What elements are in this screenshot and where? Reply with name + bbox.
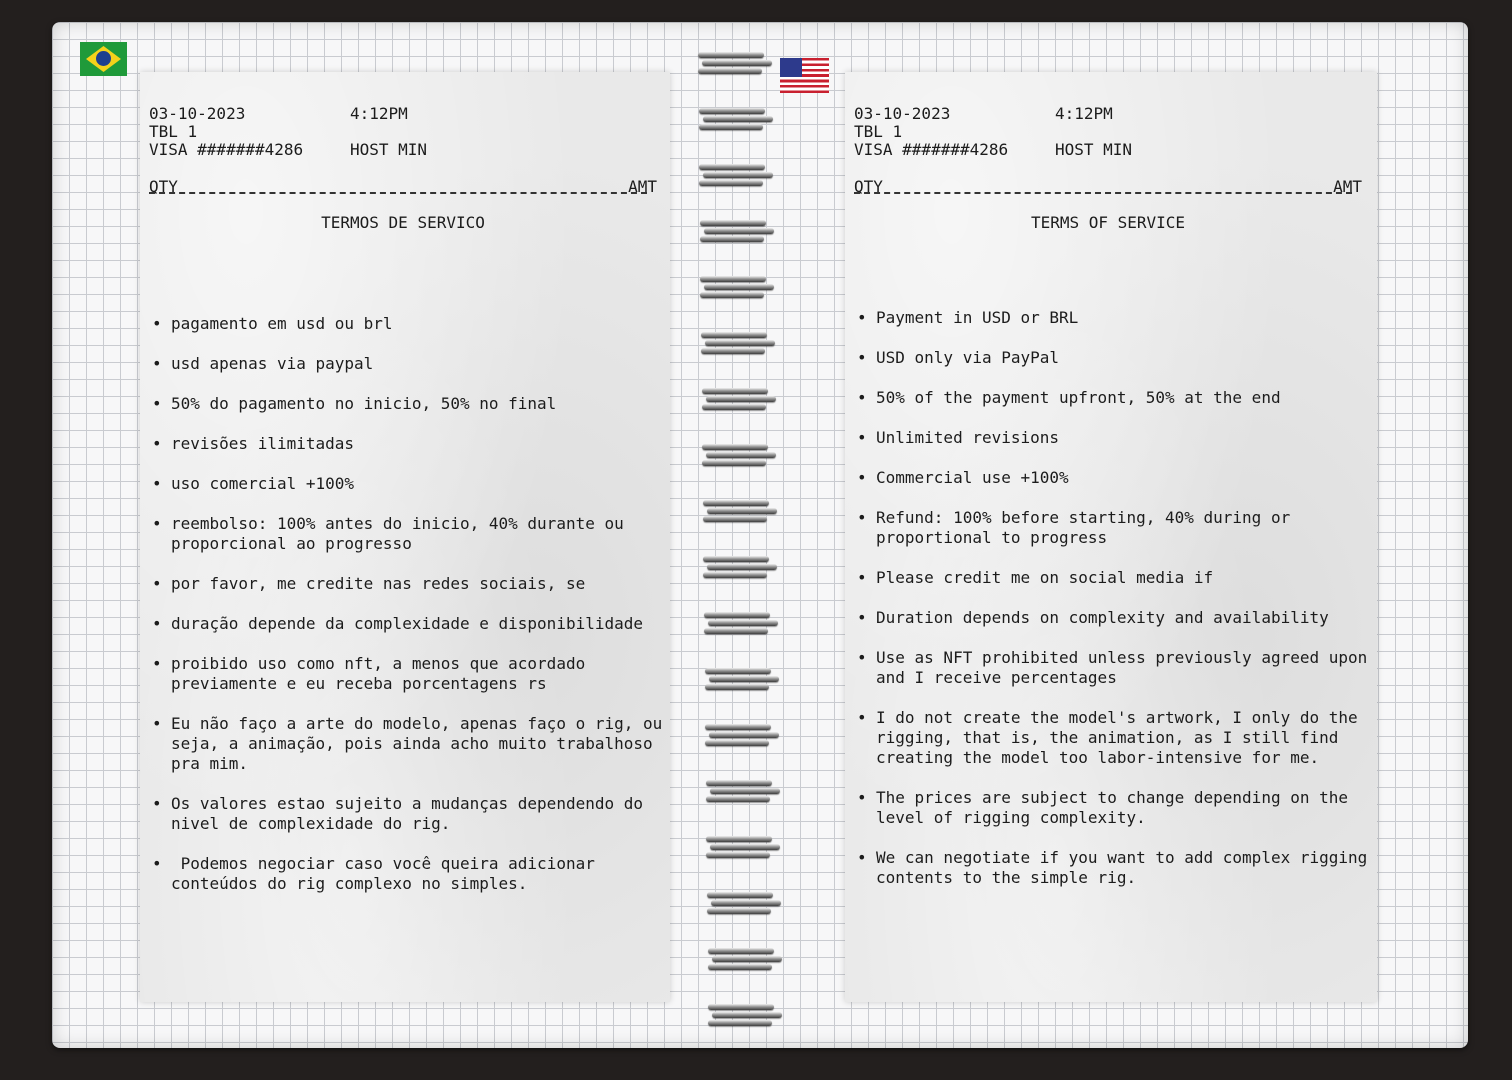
receipt-host: HOST MIN xyxy=(1055,140,1133,159)
list-item: • 50% of the payment upfront, 50% at the end xyxy=(857,388,1369,408)
list-item: • I do not create the model's artwork, I only do the rigging, that is, the animation, as I still find creating the model too labor-intensive for me. xyxy=(857,708,1369,768)
spiral-ring-icon xyxy=(708,1002,780,1026)
list-item: • Duration depends on complexity and availability xyxy=(857,608,1369,628)
spiral-ring-icon xyxy=(705,666,777,690)
list-item: • Use as NFT prohibited unless previously agreed upon and I receive percentages xyxy=(857,648,1369,688)
spiral-ring-icon xyxy=(699,162,771,186)
list-item: • We can negotiate if you want to add complex rigging contents to the simple rig. xyxy=(857,848,1369,888)
tos-title: TERMOS DE SERVICO xyxy=(321,213,485,232)
list-item: • reembolso: 100% antes do inicio, 40% durante ou proporcional ao progresso xyxy=(152,514,664,554)
receipt-host: HOST MIN xyxy=(350,140,428,159)
list-item: • por favor, me credite nas redes sociais, se xyxy=(152,574,664,594)
amt-label: AMT xyxy=(628,177,657,196)
receipt-date: 03-10-2023 xyxy=(854,104,951,123)
list-item: • 50% do pagamento no inicio, 50% no final xyxy=(152,394,664,414)
list-item: • Refund: 100% before starting, 40% during or proportional to progress xyxy=(857,508,1369,548)
spiral-ring-icon xyxy=(708,946,780,970)
list-item: • Commercial use +100% xyxy=(857,468,1369,488)
receipt-time: 4:12PM xyxy=(350,104,408,123)
list-item: • uso comercial +100% xyxy=(152,474,664,494)
list-item: • revisões ilimitadas xyxy=(152,434,664,454)
list-item: • The prices are subject to change depending on the level of rigging complexity. xyxy=(857,788,1369,828)
tos-title: TERMS OF SERVICE xyxy=(1030,213,1186,232)
spiral-ring-icon xyxy=(707,890,779,914)
terms-list xyxy=(857,308,1369,908)
spiral-ring-icon xyxy=(702,386,774,410)
list-item: • Please credit me on social media if xyxy=(857,568,1369,588)
receipt-english xyxy=(845,72,1377,1002)
terms-list xyxy=(152,314,664,914)
spiral-ring-icon xyxy=(705,722,777,746)
qty-label: QTY xyxy=(149,177,178,196)
list-item: • duração depende da complexidade e disponibilidade xyxy=(152,614,664,634)
receipt-header xyxy=(854,105,1362,159)
qty-label: QTY xyxy=(854,177,883,196)
receipt-date: 03-10-2023 xyxy=(149,104,246,123)
spiral-ring-icon xyxy=(699,106,771,130)
amt-label: AMT xyxy=(1333,177,1362,196)
usa-flag-icon xyxy=(780,58,829,93)
spiral-ring-icon xyxy=(700,274,772,298)
receipt-time: 4:12PM xyxy=(1055,104,1113,123)
spiral-ring-icon xyxy=(698,50,770,74)
receipt-card: VISA #######4286 xyxy=(854,140,1009,159)
list-item: • Payment in USD or BRL xyxy=(857,308,1369,328)
list-item: • Unlimited revisions xyxy=(857,428,1369,448)
spiral-ring-icon xyxy=(706,834,778,858)
spiral-ring-icon xyxy=(703,498,775,522)
receipt-header xyxy=(149,105,657,159)
list-item: • Os valores estao sujeito a mudanças dependendo do nivel de complexidade do rig. xyxy=(152,794,664,834)
spiral-ring-icon xyxy=(703,554,775,578)
list-item: • Podemos negociar caso você queira adicionar conteúdos do rig complexo no simples. xyxy=(152,854,664,894)
spiral-ring-icon xyxy=(706,778,778,802)
list-item: • Eu não faço a arte do modelo, apenas faço o rig, ou seja, a animação, pois ainda acho muito trabalhoso pra mim. xyxy=(152,714,664,774)
list-item: • USD only via PayPal xyxy=(857,348,1369,368)
list-item: • proibido uso como nft, a menos que acordado previamente e eu receba porcentagens rs xyxy=(152,654,664,694)
spiral-ring-icon xyxy=(700,218,772,242)
receipt-table: TBL 1 xyxy=(854,122,903,141)
spiral-ring-icon xyxy=(701,330,773,354)
list-item: • usd apenas via paypal xyxy=(152,354,664,374)
receipt-card: VISA #######4286 xyxy=(149,140,304,159)
spiral-ring-icon xyxy=(702,442,774,466)
brazil-flag-icon xyxy=(80,42,127,76)
receipt-portuguese xyxy=(140,72,670,1002)
receipt-table: TBL 1 xyxy=(149,122,198,141)
list-item: • pagamento em usd ou brl xyxy=(152,314,664,334)
dashed-divider xyxy=(149,192,647,194)
dashed-divider xyxy=(854,192,1352,194)
spiral-ring-icon xyxy=(704,610,776,634)
